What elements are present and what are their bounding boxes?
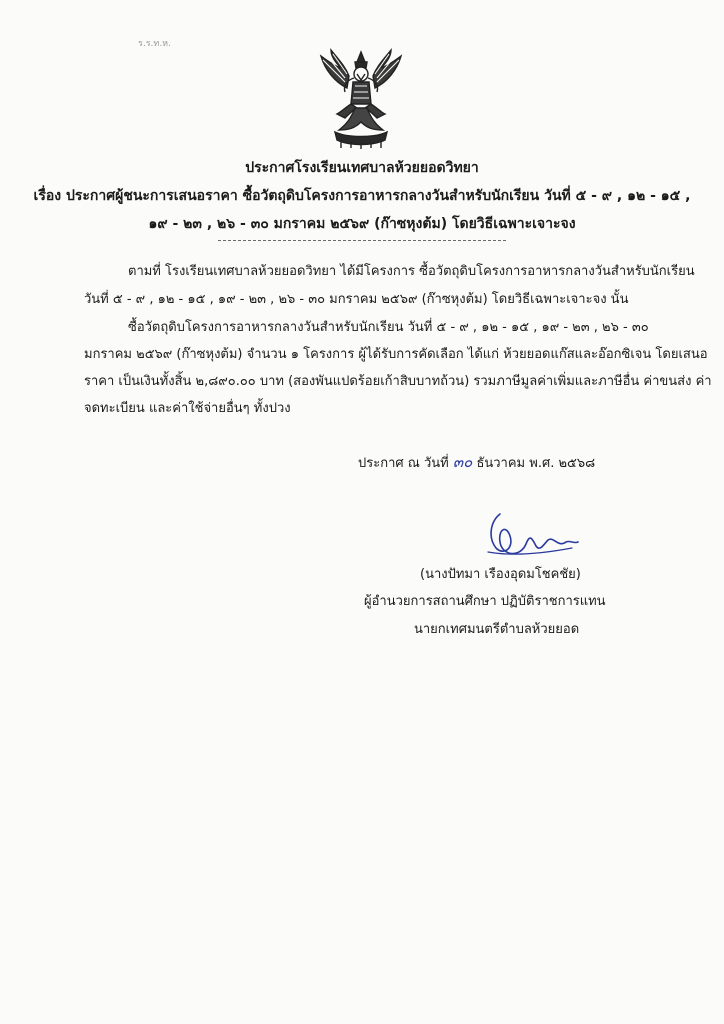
paragraph-2-line-1: ซื้อวัตถุดิบโครงการอาหารกลางวันสำหรับนักเรียน วันที่ ๕ - ๙ , ๑๒ - ๑๕ , ๑๙ - ๒๓ , ๒๖ - ๓๐ bbox=[128, 320, 649, 335]
subject-line-1: เรื่อง ประกาศผู้ชนะการเสนอราคา ซื้อวัตถุดิบโครงการอาหารกลางวันสำหรับนักเรียน วันที่ ๕ - ๙ , ๑๒ - ๑๕ , bbox=[33, 188, 691, 204]
paragraph-1-line-1: ตามที่ โรงเรียนเทศบาลห้วยยอดวิทยา ได้มีโครงการ ซื้อวัตถุดิบโครงการอาหารกลางวันสำหรับนักเรียน bbox=[128, 264, 695, 279]
handwritten-signature bbox=[470, 508, 580, 566]
announcement-title: ประกาศโรงเรียนเทศบาลห้วยยอดวิทยา bbox=[245, 160, 479, 176]
dashed-divider bbox=[218, 240, 506, 241]
paragraph-2-line-4: จดทะเบียน และค่าใช้จ่ายอื่นๆ ทั้งปวง bbox=[84, 401, 291, 416]
signatory-position-2: นายกเทศมนตรีตำบลห้วยยอด bbox=[414, 622, 580, 637]
subject-line-2: ๑๙ - ๒๓ , ๒๖ - ๓๐ มกราคม ๒๕๖๙ (ก๊าซหุงต้ม) โดยวิธีเฉพาะเจาะจง bbox=[148, 216, 576, 232]
date-day-handwritten: ๓๐ bbox=[452, 453, 473, 471]
paragraph-2-line-3: ราคา เป็นเงินทั้งสิ้น ๒,๘๙๐.๐๐ บาท (สองพันแปดร้อยเก้าสิบบาทถ้วน) รวมภาษีมูลค่าเพิ่มและภาษีอื่น ค่าขนส่ง ค่า bbox=[84, 374, 712, 389]
corner-stamp-mark: ร.ร.ท.ห. bbox=[138, 39, 171, 49]
signatory-position-1: ผู้อำนวยการสถานศึกษา ปฏิบัติราชการแทน bbox=[364, 594, 606, 609]
paragraph-1-line-2: วันที่ ๕ - ๙ , ๑๒ - ๑๕ , ๑๙ - ๒๓ , ๒๖ - ๓๐ มกราคม ๒๕๖๙ (ก๊าซหุงต้ม) โดยวิธีเฉพาะเจาะจง นั้น bbox=[84, 292, 629, 307]
signatory-name: (นางปัทมา เรืองอุดมโชคชัย) bbox=[420, 567, 581, 582]
date-suffix: ธันวาคม พ.ศ. ๒๕๖๘ bbox=[476, 456, 596, 471]
paragraph-2-line-2: มกราคม ๒๕๖๙ (ก๊าซหุงต้ม) จำนวน ๑ โครงการ ผู้ได้รับการคัดเลือก ได้แก่ ห้วยยอดแก๊สและอ๊อกซิเจน โดยเสนอ bbox=[84, 347, 708, 362]
garuda-emblem bbox=[311, 48, 411, 150]
date-prefix: ประกาศ ณ วันที่ bbox=[358, 456, 449, 471]
announcement-date bbox=[358, 453, 595, 473]
